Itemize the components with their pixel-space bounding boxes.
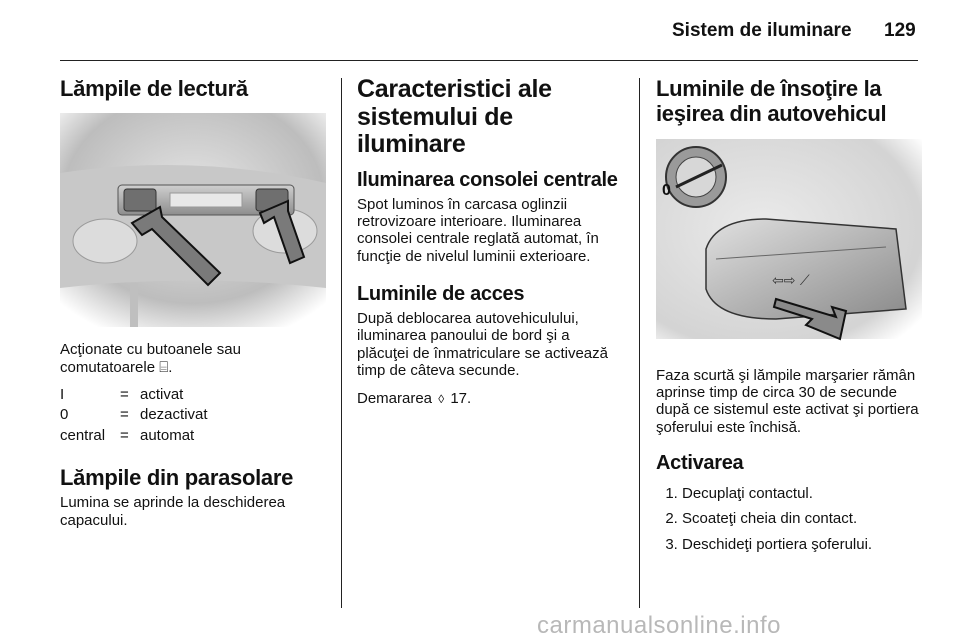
light-switch-stalk-figure (656, 139, 922, 353)
watermark: carmanualsonline.info (537, 612, 781, 639)
table-value: dezactivat (140, 406, 208, 424)
features-heading: Caracteristici ale sistemului de iluminare (357, 75, 552, 158)
exit-lighting-text: Faza scurtă şi lămpile marşarier rămân aprinse timp de circa 30 de secunde după ce sistemul este activat şi portiera şoferului este închisă. (656, 366, 919, 436)
column-1 (60, 76, 328, 539)
table-row (60, 406, 208, 426)
switch-positions-table (60, 386, 208, 447)
table-key: central (60, 426, 106, 444)
table-key: 0 (60, 406, 69, 424)
header-rule (60, 60, 918, 61)
exit-lighting-heading: Luminile de însoţire la ieşirea din autovehicul (656, 76, 887, 127)
table-sep: = (120, 426, 129, 444)
list-item: 2. Scoateţi cheia din contact. (682, 510, 922, 527)
header-title: Sistem de iluminare (672, 20, 852, 41)
table-row (60, 427, 208, 447)
column-2 (357, 76, 623, 417)
console-lighting-heading: Iluminarea consolei centrale (357, 168, 618, 191)
activation-heading: Activarea (656, 452, 744, 475)
column-3 (656, 76, 922, 561)
cross-reference[interactable]: Demararea ◊ 17. (357, 389, 472, 407)
table-value: automat (140, 426, 195, 444)
sunvisor-lamps-heading: Lămpile din parasolare (60, 464, 294, 490)
table-row (60, 386, 208, 406)
entry-lighting-text: După deblocarea autovehiculului, iluminarea panoului de bord şi a plăcuţei de înmatriculare se activează timp de câteva secunde. (357, 310, 608, 380)
page-number: 129 (884, 20, 916, 41)
activation-steps (656, 485, 922, 553)
page-reference-icon: ◊ (438, 391, 445, 406)
console-lighting-text: Spot luminos în carcasa oglinzii retrovizoare interioare. Iluminarea consolei centrale reglată automat, în funcţie de nivelul luminii exterioare. (357, 195, 599, 265)
reading-lamps-figure (60, 113, 326, 327)
reading-lamp-icon: ⌸ (159, 358, 169, 376)
list-item: 3. Deschideţi portiera şoferului. (682, 536, 922, 553)
list-item: 1. Decuplaţi contactul. (682, 485, 922, 502)
entry-lighting-heading: Luminile de acces (357, 283, 525, 306)
key-position-label: 0 (662, 181, 671, 199)
table-sep: = (120, 386, 129, 404)
reading-lamps-heading: Lămpile de lectură (60, 76, 248, 101)
column-divider (639, 78, 640, 608)
stalk-symbols-icon: ⇦⇨ ⟋ (772, 272, 810, 289)
reading-lamps-text: Acţionate cu butoanele sau comutatoarele ⌸. (60, 341, 241, 376)
table-key: I (60, 386, 65, 404)
table-value: activat (140, 386, 184, 404)
table-sep: = (120, 406, 129, 424)
sunvisor-lamps-text: Lumina se aprinde la deschiderea capacului. (60, 494, 286, 529)
column-divider (341, 78, 342, 608)
